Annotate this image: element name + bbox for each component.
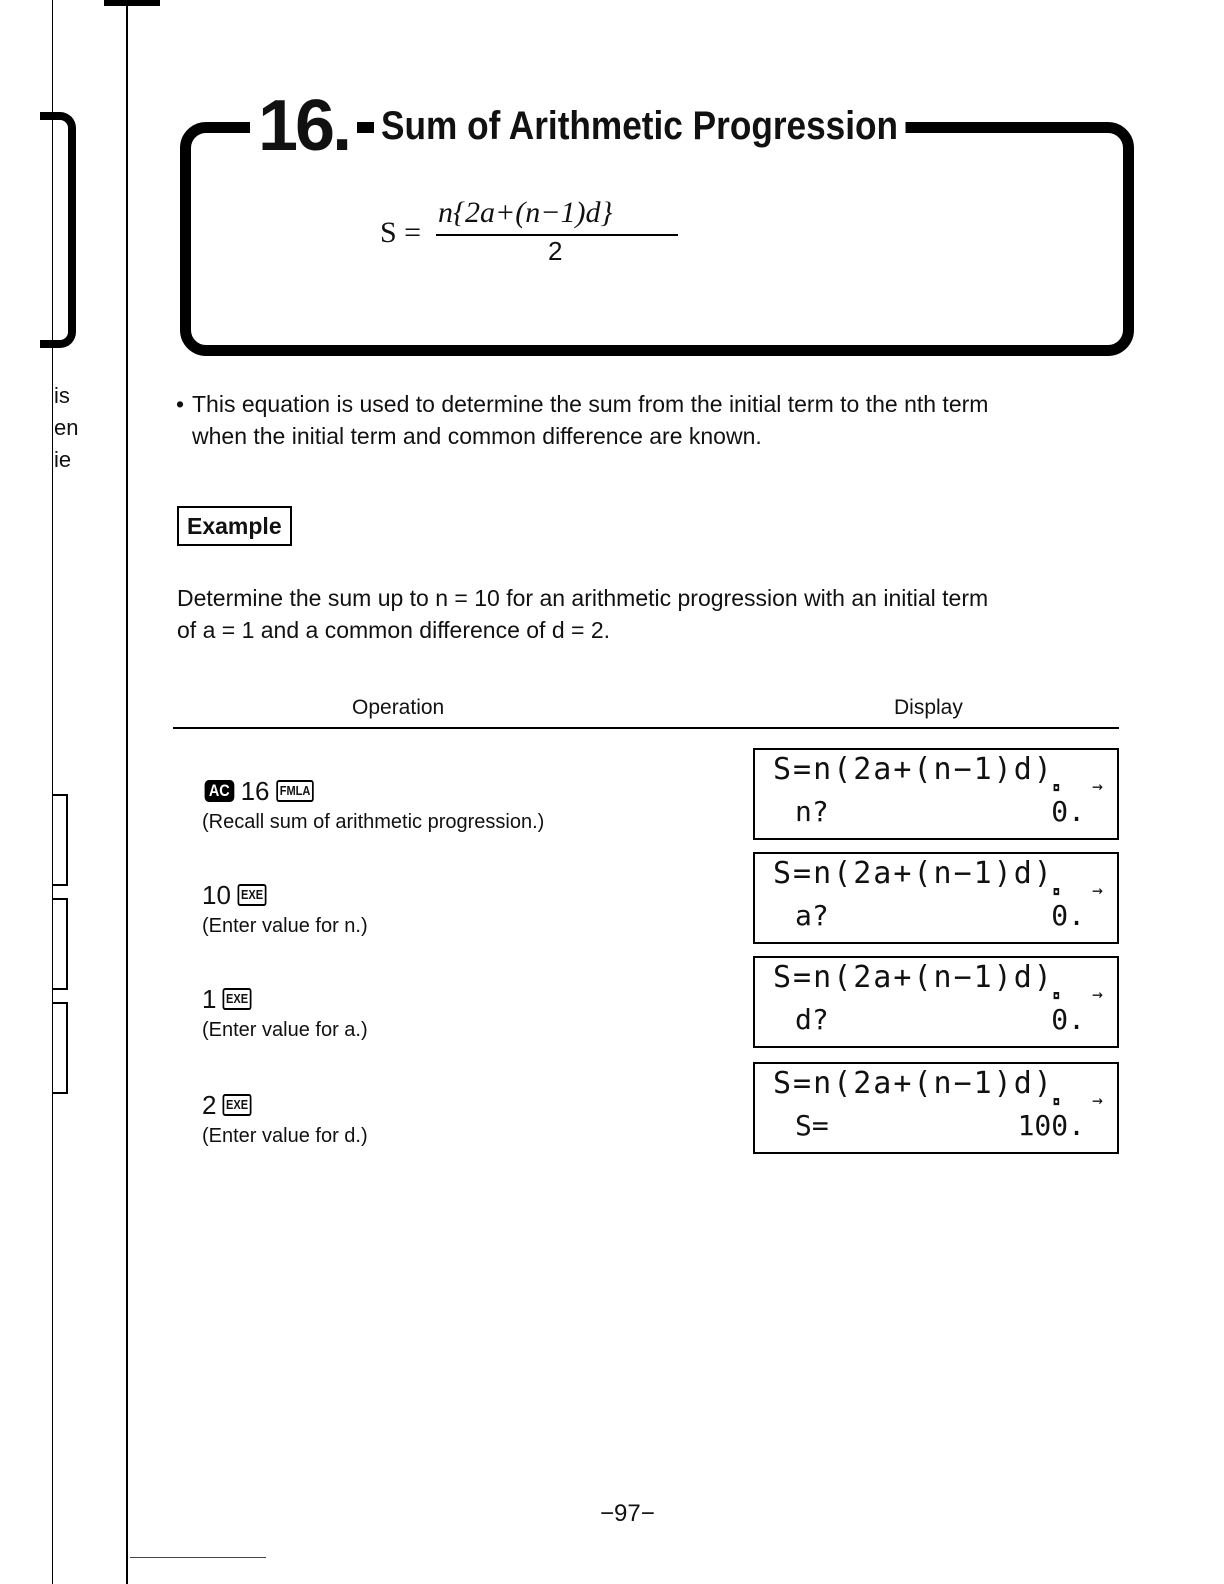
exe-key: EXE <box>223 1094 252 1116</box>
intro-paragraph <box>176 388 1136 452</box>
display-prompt: n? <box>795 795 829 828</box>
step-description: (Recall sum of arithmetic progression.) <box>202 811 545 833</box>
problem-line-1: Determine the sum up to n = 10 for an arithmetic progression with an initial term <box>177 585 989 611</box>
display-formula: S=n(2a+(n−1)d) <box>773 856 1054 891</box>
step-description: (Enter value for d.) <box>202 1125 368 1147</box>
display-prompt: a? <box>795 899 829 932</box>
calculator-display <box>753 956 1119 1048</box>
display-formula: S=n(2a+(n−1)d) <box>773 1066 1054 1101</box>
display-header: Display <box>894 696 963 719</box>
display-prompt: S= <box>795 1109 829 1142</box>
formula-denominator: 2 <box>548 236 563 266</box>
display-formula: S=n(2a+(n−1)d) <box>773 752 1054 787</box>
arrow-right-icon: → <box>1092 1090 1103 1111</box>
operation-step <box>202 776 722 836</box>
previous-page-display-edge <box>52 1002 68 1094</box>
display-prompt: d? <box>795 1003 829 1036</box>
header-rule <box>173 727 1119 729</box>
page-number: −97− <box>600 1500 655 1527</box>
gutter-top-mark <box>104 0 160 6</box>
calculator-display <box>753 748 1119 840</box>
indicator-icon: ◘ <box>1053 888 1059 898</box>
indicator-icon: ◘ <box>1053 1098 1059 1108</box>
fmla-key: FMLA <box>277 780 314 802</box>
formula-lhs: S = <box>380 216 422 249</box>
exe-key: EXE <box>237 884 266 906</box>
indicator-icon: ◘ <box>1053 992 1059 1002</box>
footer-rule <box>130 1557 266 1558</box>
operation-step <box>202 984 722 1044</box>
edge-fragment: is <box>54 383 70 408</box>
calculator-display <box>753 1062 1119 1154</box>
page-gutter-line <box>126 0 128 1584</box>
previous-page-text-fragments <box>54 380 78 476</box>
edge-fragment: ie <box>54 447 72 472</box>
operation-header: Operation <box>352 696 445 719</box>
arrow-right-icon: → <box>1092 880 1103 901</box>
display-value: 0. <box>1051 1003 1085 1036</box>
intro-line-1: This equation is used to determine the sum from the initial term to the nth term <box>192 391 989 417</box>
display-value: 0. <box>1051 795 1085 828</box>
step-description: (Enter value for a.) <box>202 1019 368 1041</box>
ac-key: AC <box>205 780 234 802</box>
section-number: 16. <box>250 86 357 166</box>
problem-line-2: of a = 1 and a common difference of d = 2. <box>177 617 611 643</box>
key-entry: 16 <box>240 776 270 806</box>
operation-step <box>202 1090 722 1150</box>
display-value: 0. <box>1051 899 1085 932</box>
arrow-right-icon: → <box>1092 776 1103 797</box>
key-entry: 1 <box>202 984 217 1014</box>
formula-numerator: n{2a+(n−1)d} <box>438 196 613 229</box>
display-value: 100. <box>1017 1109 1085 1142</box>
key-entry: 2 <box>202 1090 217 1120</box>
previous-page-box-edge <box>40 112 76 348</box>
indicator-icon: ◘ <box>1053 784 1059 794</box>
calculator-display <box>753 852 1119 944</box>
intro-line-2: when the initial term and common difference are known. <box>192 423 762 449</box>
example-label: Example <box>177 506 292 546</box>
edge-fragment: en <box>54 415 79 440</box>
section-title: Sum of Arithmetic Progression <box>374 100 905 152</box>
example-problem <box>177 582 1127 646</box>
operation-step <box>202 880 722 940</box>
key-entry: 10 <box>202 880 231 910</box>
arrow-right-icon: → <box>1092 984 1103 1005</box>
display-formula: S=n(2a+(n−1)d) <box>773 960 1054 995</box>
previous-page-display-edge <box>52 794 68 886</box>
previous-page-display-edge <box>52 898 68 990</box>
step-description: (Enter value for n.) <box>202 915 368 937</box>
bullet-icon: • <box>176 391 185 417</box>
exe-key: EXE <box>223 988 252 1010</box>
